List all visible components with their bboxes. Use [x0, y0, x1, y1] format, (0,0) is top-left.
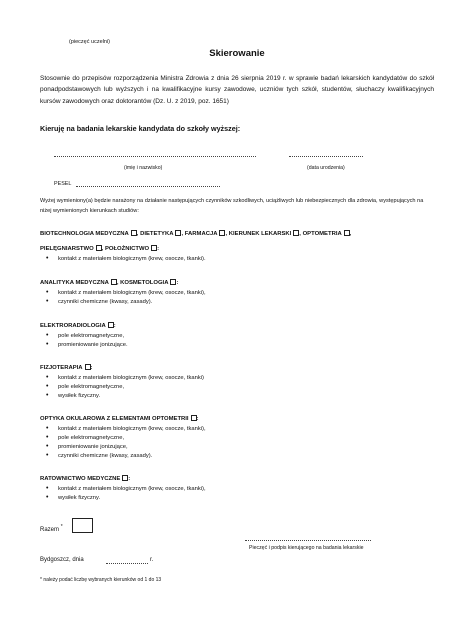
signature-caption: Pieczęć i podpis kierującego na badania lekarskie — [249, 545, 364, 551]
exposure-paragraph: Wyżej wymieniony(a) będzie narażony na działanie następujących czynników szkodliwych, uciążliwych lub niebezpiecznych dla zdrowia, występujących na niżej wymienionych kierunkach studiów: — [40, 198, 424, 214]
pesel-field[interactable] — [76, 186, 220, 187]
list-item: • kontakt z materiałem biologicznym (krew, osocze, tkanki), — [58, 486, 206, 492]
category-line-2: PIELĘGNIARSTWO , POŁOŻNICTWO : — [40, 246, 160, 252]
category-label: DIETETYKA — [140, 231, 174, 237]
list-item: • kontakt z materiałem biologicznym (krew, osocze, tkanki) — [58, 375, 204, 381]
stamp-label: (pieczęć uczelni) — [69, 39, 110, 45]
list-item: • pole elektromagnetyczne, — [58, 435, 124, 441]
section-label: KOSMETOLOGIA — [120, 280, 169, 286]
name-caption: (imię i nazwisko) — [124, 165, 163, 171]
category-label: FARMACJA — [184, 231, 218, 237]
category-label: PIELĘGNIARSTWO — [40, 246, 94, 252]
total-input-box[interactable] — [72, 518, 93, 533]
list-item: • czynniki chemiczne (kwasy, zasady). — [58, 453, 152, 459]
section-label: OPTYKA OKULAROWA Z ELEMENTAMI OPTOMETRII — [40, 416, 189, 422]
section-title: ANALITYKA MEDYCZNA , KOSMETOLOGIA : — [40, 280, 179, 286]
total-label: Razem * — [40, 524, 63, 533]
checkbox[interactable] — [191, 415, 197, 421]
name-field[interactable] — [54, 156, 256, 157]
checkbox[interactable] — [111, 279, 117, 285]
list-item: • kontakt z materiałem biologicznym (krew, osocze, tkanki). — [58, 256, 206, 262]
checkbox[interactable] — [219, 230, 225, 236]
checkbox[interactable] — [131, 230, 137, 236]
category-label: BIOTECHNOLOGIA MEDYCZNA — [40, 231, 129, 237]
checkbox[interactable] — [108, 322, 114, 328]
list-item: • promieniowanie jonizujące. — [58, 342, 128, 348]
checkbox[interactable] — [151, 245, 157, 251]
checkbox[interactable] — [293, 230, 299, 236]
checkbox[interactable] — [175, 230, 181, 236]
checkbox[interactable] — [85, 364, 91, 370]
section-label: RATOWNICTWO MEDYCZNE — [40, 476, 121, 482]
list-item: • wysiłek fizyczny. — [58, 495, 100, 501]
checkbox[interactable] — [344, 230, 350, 236]
birth-date-field[interactable] — [289, 156, 363, 157]
list-item: • promieniowanie jonizujące, — [58, 444, 128, 450]
candidate-heading: Kieruję na badania lekarskie kandydata do szkoły wyższej: — [40, 124, 241, 133]
section-label: ANALITYKA MEDYCZNA — [40, 280, 109, 286]
list-item: • pole elektromagnetyczne, — [58, 333, 124, 339]
section-title: FIZJOTERAPIA : — [40, 365, 93, 371]
pesel-label: PESEL — [54, 181, 72, 187]
checkbox[interactable] — [96, 245, 102, 251]
checkbox[interactable] — [170, 279, 176, 285]
footnote: * należy podać liczbę wybranych kierunków od 1 do 13 — [40, 577, 162, 583]
birth-date-caption: (data urodzenia) — [307, 165, 345, 171]
section-title: OPTYKA OKULAROWA Z ELEMENTAMI OPTOMETRII : — [40, 416, 199, 422]
section-title: RATOWNICTWO MEDYCZNE : — [40, 476, 131, 482]
list-item: • wysiłek fizyczny. — [58, 393, 100, 399]
year-suffix: r. — [150, 557, 154, 563]
list-item: • pole elektromagnetyczne, — [58, 384, 124, 390]
category-label: POŁOŻNICTWO — [104, 246, 150, 252]
category-label: KIERUNEK LEKARSKI — [228, 231, 292, 237]
signature-field[interactable] — [245, 540, 371, 541]
section-label: ELEKTRORADIOLOGIA — [40, 323, 106, 329]
list-item: • kontakt z materiałem biologicznym (krew, osocze, tkanki), — [58, 426, 206, 432]
list-item: • czynniki chemiczne (kwasy, zasady). — [58, 299, 152, 305]
section-label: FIZJOTERAPIA — [40, 365, 83, 371]
category-line-1: BIOTECHNOLOGIA MEDYCZNA , DIETETYKA , FARMACJA , KIERUNEK LEKARSKI , OPTOMETRIA , — [40, 231, 352, 237]
place-date-label: Bydgoszcz, dnia — [40, 557, 84, 563]
document-title: Skierowanie — [209, 48, 265, 59]
category-label: OPTOMETRIA — [302, 231, 342, 237]
section-title: ELEKTRORADIOLOGIA : — [40, 323, 116, 329]
list-item: • kontakt z materiałem biologicznym (krew, osocze, tkanki), — [58, 290, 206, 296]
date-field[interactable] — [106, 563, 148, 564]
intro-paragraph: Stosownie do przepisów rozporządzenia Ministra Zdrowia z dnia 26 sierpnia 2019 r. w sprawie badań lekarskich kandydatów do szkół ponadpodstawowych lub wyższych i na kwalifikacyjne kursy zawodowe, uczniów tych szkół, studentów, słuchaczy kwalifikacyjnych kursów zawodowych oraz doktorantów (Dz. U. z 2019, poz. 1651) — [40, 75, 434, 105]
checkbox[interactable] — [122, 475, 128, 481]
